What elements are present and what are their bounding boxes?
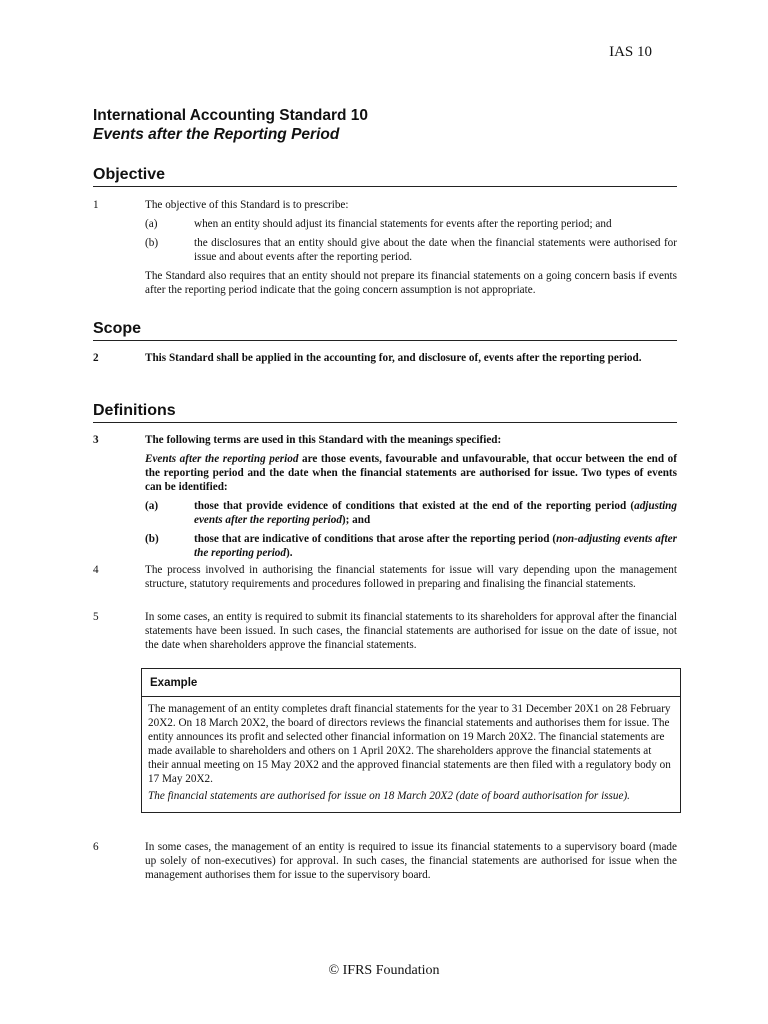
paragraph-4 [93,563,677,596]
section-heading-definitions: Definitions [93,401,677,423]
list-item-text: the disclosures that an entity should give about the date when the financial statements were authorised for issue and about events after the reporting period. [194,237,677,263]
paragraph-1 [93,198,677,302]
list-item-label: (b) [145,533,159,545]
paragraph-number: 3 [93,434,99,446]
defined-term: Events after the reporting period [145,453,299,465]
paragraph-text: In some cases, an entity is required to submit its financial statements to its shareholders for approval after the financial statements have been issued. In such cases, the financial statements are authorised for issue on the date of issue, not the date when shareholders approve the financial statements. [145,611,677,651]
list-item-label: (a) [145,218,158,230]
section-heading-scope: Scope [93,319,677,341]
list-item-label: (b) [145,237,159,249]
paragraph-number: 5 [93,611,99,623]
list-item [145,499,677,527]
definition-text: Events after the reporting period are those events, favourable and unfavourable, that occur between the end of the reporting period and the date when the financial statements are authorised for issue. Two types of events can be identified: [145,453,677,493]
paragraph-text: In some cases, the management of an entity is required to issue its financial statements to a supervisory board (made up solely of non-executives) for approval. In such cases, the financial statements are authorised for issue when the management authorises them for issue to the supervisory board. [145,841,677,881]
list-item-text: when an entity should adjust its financial statements for events after the reporting period; and [194,218,612,230]
paragraph-3 [93,433,677,565]
paragraph-text: The process involved in authorising the financial statements for issue will vary depending upon the management structure, statutory requirements and procedures followed in preparing and finalising the financial statements. [145,564,677,590]
paragraph-5 [93,610,677,657]
example-box [141,668,681,813]
list-item [145,217,677,231]
example-conclusion: The financial statements are authorised for issue on 18 March 20X2 (date of board authorisation for issue). [148,790,630,802]
page-footer: © IFRS Foundation [328,963,440,978]
standard-title [93,106,368,144]
paragraph-number: 4 [93,564,99,576]
paragraph-number: 6 [93,841,99,853]
paragraph-number: 2 [93,352,99,364]
paragraph-text: The objective of this Standard is to prescribe: [145,199,349,211]
list-item [145,532,677,560]
list-item-text: those that are indicative of conditions that arose after the reporting period (non-adjusting events after the reporting period). [194,533,677,559]
paragraph-6 [93,840,677,887]
list-item-text: those that provide evidence of conditions that existed at the end of the reporting period (adjusting events after the reporting period); and [194,500,677,526]
list-item [145,236,677,264]
standard-code: IAS 10 [609,44,652,60]
paragraph-text: This Standard shall be applied in the accounting for, and disclosure of, events after the reporting period. [145,352,642,364]
standard-title-sub: Events after the Reporting Period [93,126,340,143]
list-item-label: (a) [145,500,159,512]
paragraph-number: 1 [93,199,99,211]
example-heading: Example [142,669,680,697]
section-heading-objective: Objective [93,165,677,187]
paragraph-text: The following terms are used in this Standard with the meanings specified: [145,434,502,446]
standard-title-main: International Accounting Standard 10 [93,107,369,124]
paragraph-2 [93,351,677,370]
paragraph-text: The Standard also requires that an entity should not prepare its financial statements on a going concern basis if events after the reporting period indicate that the going concern assumption is not appropriate. [145,270,677,296]
example-text: The management of an entity completes draft financial statements for the year to 31 December 20X1 on 28 February 20X2. On 18 March 20X2, the board of directors reviews the financial statements and authorises them for issue. The entity announces its profit and selected other financial information on 19 March 20X2. The financial statements are made available to shareholders and others on 1 April 20X2. The shareholders approve the financial statements at their annual meeting on 15 May 20X2 and the approved financial statements are then filed with a regulatory body on 17 May 20X2. [148,703,671,785]
